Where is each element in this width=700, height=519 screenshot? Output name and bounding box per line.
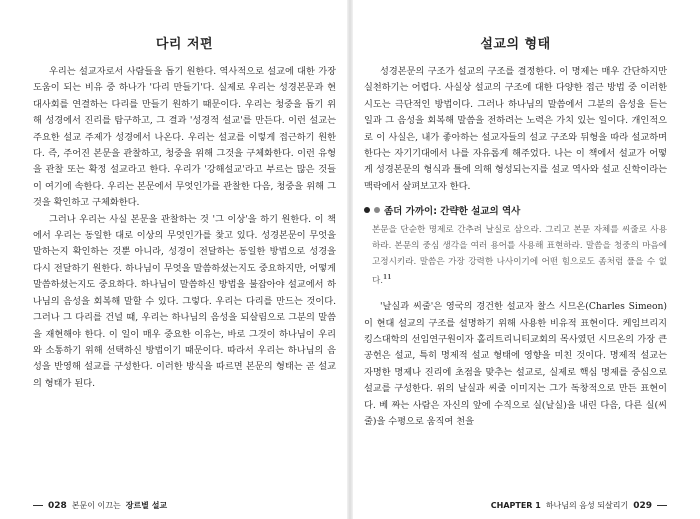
footnote-mark: 11 — [383, 274, 392, 282]
right-paragraph-1: 성경본문의 구조가 설교의 구조를 결정한다. 이 명제는 매우 간단하지만 실천하기는 어렵다. 사실상 설교의 구조에 대한 다양한 접근 방법 중 이러한 시도는 극단적인 방법이다. 그러나 하나님의 말씀에서 그분의 음성을 듣는 일과 그 음성을 회복해 말씀을 전하려는 노력은 가치 있는 일이다. 개인적으로 이 사실은, 내가 좋아하는 설교자들의 설교 구조와 뒤형을 따라 설교하며 한다는 자기기대에서 나를 자유롭게 해주었다. 나는 이 책에서 설교가 어떻게 성경본문의 형식과 틀에 의해 형성되는지를 설교 역사와 설교 신학이라는 맥락에서 살펴보고자 한다. — [364, 66, 667, 192]
left-paragraph-2: 그러나 우리는 사실 본문을 관찰하는 것 '그 이상'을 하기 원한다. 이 책에서 우리는 동일한 대로 이상의 무엇인가를 찾고 있다. 성경본문이 무엇을 말하는지 확인하는 것뿐 아니라, 성경이 전달하는 동일한 방법으로 성경을 다시 전달하기 원한다. 하나님이 무엇을 말씀하셨는지도 중요하지만, 어떻게 말씀하셨는지도 중요하다. 하나님이 말씀하신 방법을 불잡아야 설교에서 하나님의 음성을 회복해 말할 수 있다. 그렇다. 우리는 다리를 만드는 것이다. 그러나 그 다리를 건널 때, 우리는 하나님의 음성을 되살림으로 그분의 말씀을 재현해야 한다. 이 일이 매우 중요한 이유는, 바로 그것이 하나님이 우리와 소통하기 위해 선택하신 방법이기 때문이다. 따라서 우리는 하나님의 음성을 반영해 설교를 구성한다. 이러한 방식을 따르면 본문의 형태는 곧 설교의 형태가 된다. — [33, 213, 336, 389]
right-page — [350, 0, 700, 519]
chapter-title: 하나님의 음성 되살리기 — [545, 501, 629, 510]
running-head-bold: 장르별 설교 — [125, 501, 168, 510]
right-paragraph-2: '날실과 씨줄'은 영국의 경건한 설교자 찰스 시므온(Charles Simeon)이 현대 설교의 구조를 설명하기 위해 사용한 비유적 표현이다. 케임브리지 킹스대학의 선임연구원이자 홀리트리니티교회의 목사였던 시므온의 가장 큰 공헌은 설교, 특히 명제적 설교 형태에 영향을 미친 것이다. 명제적 설교는 자명한 명제나 진리에 초점을 맞추는 설교로, 실제로 핵심 명제를 중심으로 설교를 구성한다. 위의 날실과 씨줄 이미지는 그가 독창적으로 만든 표현이다. 베 짜는 사람은 자신의 앞에 수직으로 실(날실)을 내린 다음, 다른 실(씨줄)을 수평으로 움직여 천을 — [364, 301, 667, 427]
bullet-dot-icon — [364, 207, 370, 213]
footer-rule — [33, 505, 43, 506]
left-page-title: 다리 저편 — [155, 37, 214, 52]
sidebar-box-title-text: 좀더 가까이: 간략한 설교의 역사 — [384, 206, 521, 218]
footer-rule — [657, 505, 667, 506]
sidebar-box-text — [364, 222, 667, 289]
left-paragraph-1: 우리는 설교자로서 사람들을 돕기 원한다. 역사적으로 설교에 대한 가장 도움이 되는 비유 중 하나가 '다리 만들기'다. 실제로 우리는 성경본문과 현대사회를 연결하는 다리를 만들기 원하기 때문이다. 우리는 청중을 돕기 위해 성경에서 진리를 탐구하고, 그 결과 '성경적 설교'를 만든다. 이런 설교는 주요한 설교 주제가 성경에서 나온다. 우리는 설교를 이렇게 접근하기 원한다. 즉, 주어진 본문을 관찰하고, 청중을 위해 그것을 구체화한다. 이런 유형을 관찰 또는 확정 설교라고 한다. 우리가 '강해설교'라고 부르는 많은 것들이 여기에 속한다. 우리는 본문에서 무엇인가를 관찰한 다음, 청중을 위해 그것을 확인하고 구체화한다. — [33, 66, 336, 209]
right-footer — [491, 500, 667, 511]
right-page-number: 029 — [633, 500, 652, 511]
sidebar-box-quote: 본문을 단순한 명제로 간추려 날실로 삼으라. 그리고 본문 자체를 씨줄로 사용하라. 본문의 중심 생각을 여러 용어를 사용해 표현하라. 말씀을 청중의 마음에 고정시키라. 말씀은 가장 강력한 나사이기에 어떤 힘으로도 좀처럼 풀을 수 없다. — [372, 225, 667, 287]
chapter-label: CHAPTER 1 — [490, 501, 541, 510]
sidebar-box-title — [364, 203, 667, 217]
left-footer — [33, 500, 167, 511]
left-page-number: 028 — [48, 500, 67, 511]
running-head-plain: 본문이 이끄는 — [71, 501, 121, 510]
bullet-dot-icon — [374, 207, 380, 213]
right-page-title: 설교의 형태 — [480, 37, 551, 52]
